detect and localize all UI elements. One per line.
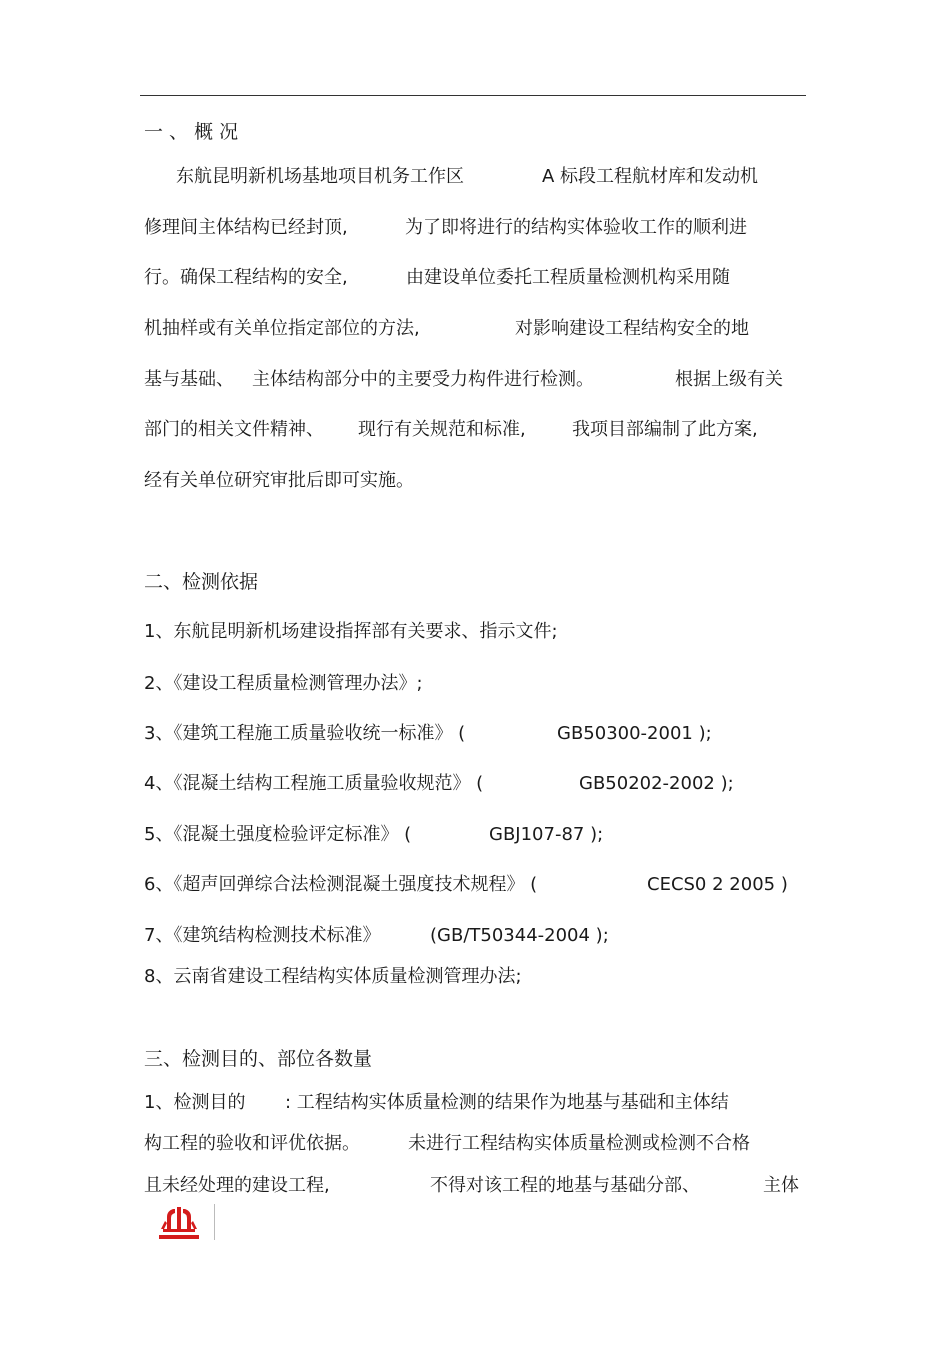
logo-divider xyxy=(214,1204,215,1240)
section-1-heading: 一 、 概 况 xyxy=(144,121,239,143)
company-logo-icon xyxy=(157,1205,201,1243)
header-rule xyxy=(140,95,806,96)
section-3-heading: 三、检测目的、部位各数量 xyxy=(144,1048,373,1070)
section-2-heading: 二、检测依据 xyxy=(144,571,259,593)
